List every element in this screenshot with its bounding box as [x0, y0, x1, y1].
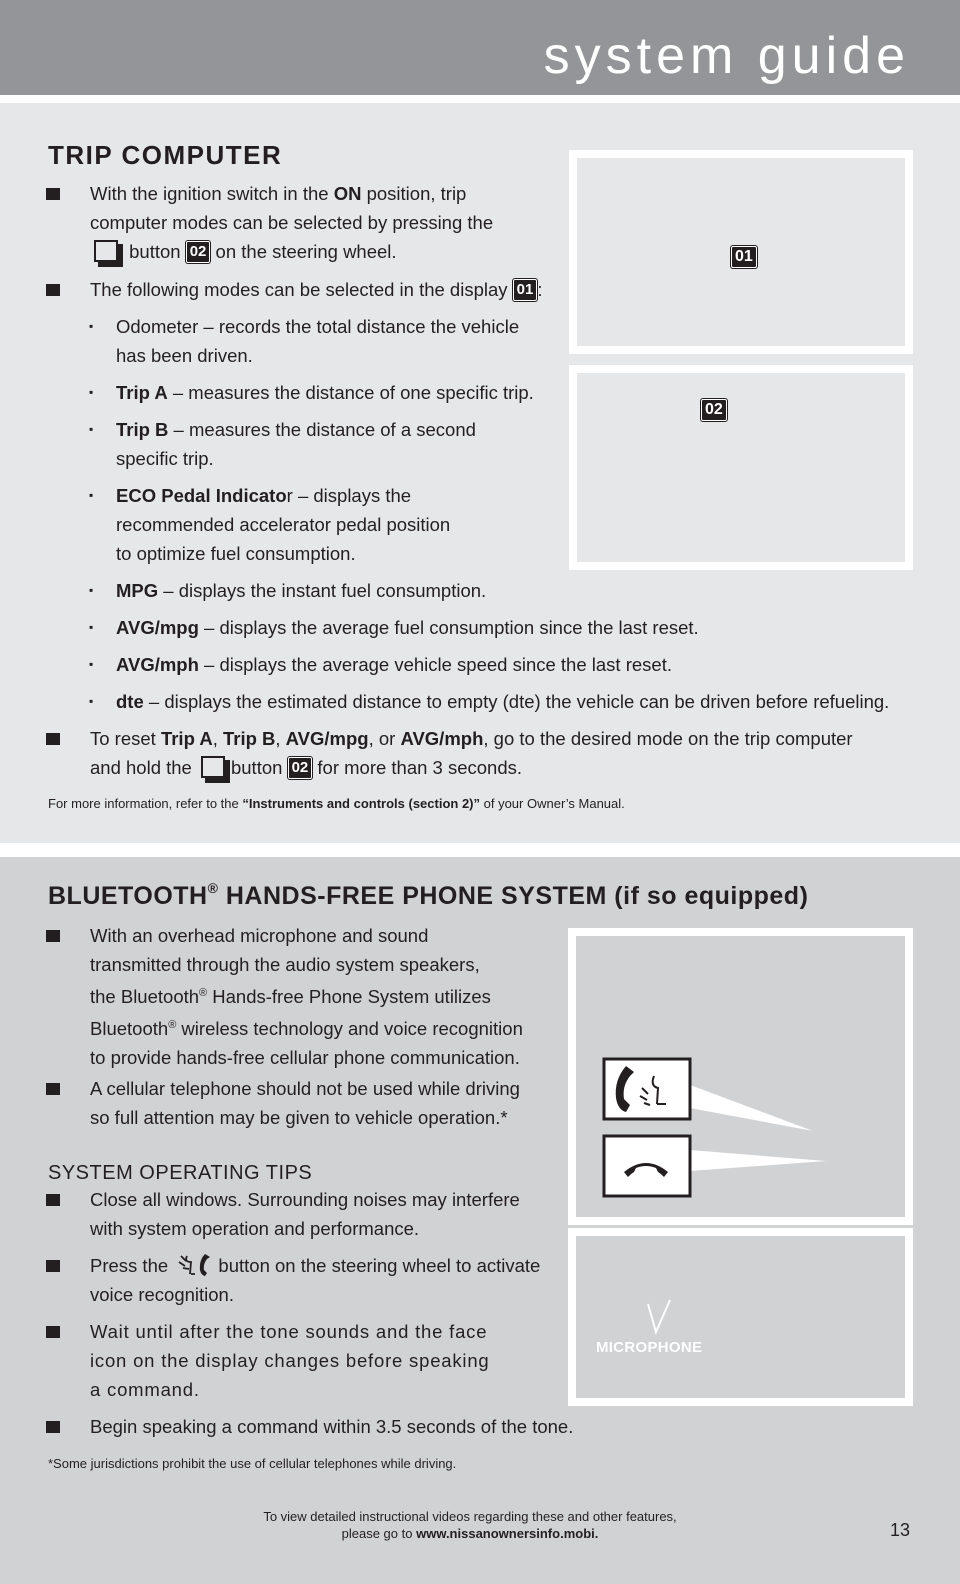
trip-bullet-1: With the ignition switch in the ON position, trip computer modes can be selected by pressing the button 02 on the steering wheel. [90, 179, 493, 266]
talk-phone-icon [173, 1252, 213, 1278]
microphone-label: MICROPHONE [596, 1339, 703, 1356]
mode-odometer: ▪ Odometer – records the total distance the vehicle has been driven. [116, 312, 519, 370]
bluetooth-bullet-1: With an overhead microphone and sound transmitted through the audio system speakers, the Bluetooth® Hands-free Phone System utilizes Bluetooth® wireless technology and voice recognition to provide hands-free cellular phone communication. [90, 921, 523, 1072]
page-title: system guide [543, 27, 910, 85]
microphone-image-panel [568, 1228, 913, 1406]
display-image-panel [569, 150, 913, 354]
footer-website-link[interactable]: www.nissanownersinfo.mobi. [416, 1526, 599, 1541]
page-number: 13 [889, 1520, 910, 1540]
callout-02-badge: 02 [701, 399, 727, 421]
trip-owner-manual-note: For more information, refer to the “Instruments and controls (section 2)” of your Owner’s Manual. [48, 796, 625, 811]
section-divider [0, 843, 960, 857]
callout-01-badge: 01 [731, 246, 757, 268]
callout-02-badge: 02 [288, 757, 313, 779]
steering-button-image-panel [569, 365, 913, 570]
tip-press-button: Press the button on the steering wheel to activate voice recognition. [90, 1251, 540, 1309]
tip-close-windows: Close all windows. Surrounding noises may interfere with system operation and performance. [90, 1185, 520, 1243]
cellular-footnote: *Some jurisdictions prohibit the use of cellular telephones while driving. [48, 1456, 457, 1471]
callout-01-badge: 01 [513, 279, 538, 301]
trip-computer-heading: TRIP COMPUTER [48, 140, 283, 170]
system-operating-tips-heading: SYSTEM OPERATING TIPS [48, 1162, 313, 1184]
display-button-icon [92, 238, 122, 264]
mode-eco-pedal: ▪ ECO Pedal Indicator – displays the recommended accelerator pedal position to optimize fuel consumption. [116, 481, 450, 568]
tip-wait-tone: Wait until after the tone sounds and the face icon on the display changes before speaking a command. [90, 1317, 490, 1404]
mode-mpg: ▪ MPG – displays the instant fuel consumption. [116, 576, 486, 605]
bluetooth-heading: BLUETOOTH® HANDS-FREE PHONE SYSTEM (if so equipped) [48, 880, 809, 910]
tip-begin-speaking: Begin speaking a command within 3.5 seconds of the tone. [90, 1412, 573, 1441]
mode-dte: ▪ dte – displays the estimated distance to empty (dte) the vehicle can be driven before refueling. [116, 687, 889, 716]
mode-avg-mpg: ▪ AVG/mpg – displays the average fuel consumption since the last reset. [116, 613, 699, 642]
callout-02-badge: 02 [186, 241, 211, 263]
header-rule [0, 95, 960, 103]
mode-trip-b: ▪ Trip B – measures the distance of a second specific trip. [116, 415, 476, 473]
display-button-icon [199, 754, 229, 780]
mode-trip-a: ▪ Trip A – measures the distance of one specific trip. [116, 378, 534, 407]
phone-buttons-illustration [568, 928, 913, 1225]
mode-avg-mph: ▪ AVG/mph – displays the average vehicle speed since the last reset. [116, 650, 672, 679]
trip-bullet-2: The following modes can be selected in the display 01 : [90, 275, 543, 304]
phone-buttons-image-panel [568, 928, 913, 1225]
footer-note: To view detailed instructional videos regarding these and other features, please go to www.nissanownersinfo.mobi. [263, 1509, 677, 1541]
trip-bullet-reset: To reset Trip A, Trip B, AVG/mpg, or AVG/mph, go to the desired mode on the trip computer and hold the button 02 for more than 3 seconds. [90, 724, 853, 782]
page-header [0, 0, 960, 95]
bluetooth-bullet-2: A cellular telephone should not be used while driving so full attention may be given to vehicle operation.* [90, 1074, 520, 1132]
microphone-arrow-icon [568, 1228, 913, 1406]
